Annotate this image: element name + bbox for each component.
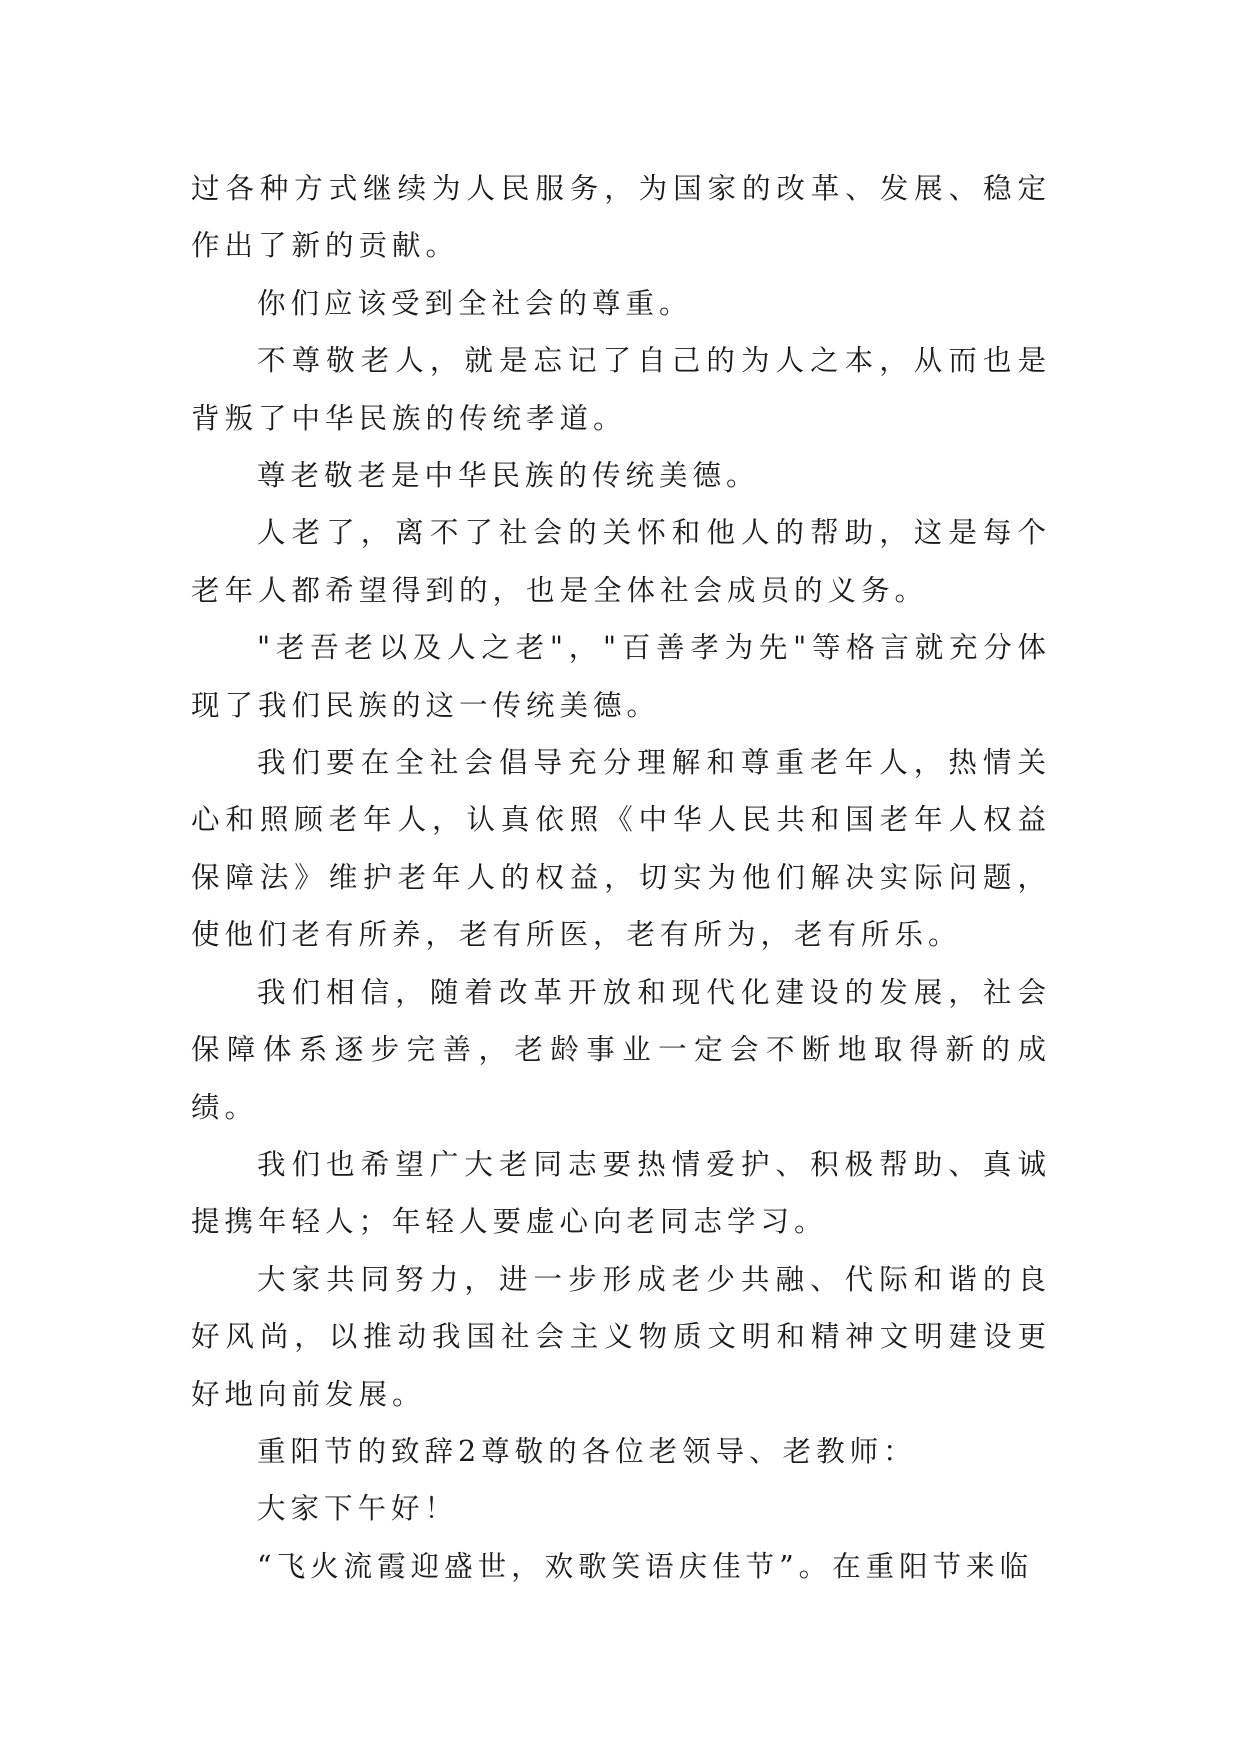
paragraph: 我们要在全社会倡导充分理解和尊重老年人，热情关心和照顾老年人，认真依照《中华人民共和国老年人权益保障法》维护老年人的权益，切实为他们解决实际问题，使他们老有所养，老有所医，老有所为，老有所乐。 xyxy=(191,746,1051,952)
paragraph: 大家下午好！ xyxy=(257,1492,459,1526)
paragraph: 重阳节的致辞2尊敬的各位老领导、老教师： xyxy=(257,1434,917,1468)
paragraph: 过各种方式继续为人民服务，为国家的改革、发展、稳定作出了新的贡献。 xyxy=(191,172,1051,263)
paragraph: 大家共同努力，进一步形成老少共融、代际和谐的良好风尚，以推动我国社会主义物质文明和精神文明建设更好地向前发展。 xyxy=(191,1262,1051,1411)
paragraph: 人老了，离不了社会的关怀和他人的帮助，这是每个老年人都希望得到的，也是全体社会成员的义务。 xyxy=(191,516,1051,607)
document-body xyxy=(191,160,1051,1595)
paragraph: "老吾老以及人之老"，"百善孝为先"等格言就充分体现了我们民族的这一传统美德。 xyxy=(191,631,1051,722)
paragraph: 我们相信，随着改革开放和现代化建设的发展，社会保障体系逐步完善，老龄事业一定会不断地取得新的成绩。 xyxy=(191,975,1051,1124)
paragraph: 尊老敬老是中华民族的传统美德。 xyxy=(257,459,760,493)
paragraph: 不尊敬老人，就是忘记了自己的为人之本，从而也是背叛了中华民族的传统孝道。 xyxy=(191,344,1051,435)
paragraph: “飞火流霞迎盛世，欢歌笑语庆佳节”。在重阳节来临 xyxy=(257,1549,1034,1583)
paragraph: 我们也希望广大老同志要热情爱护、积极帮助、真诚提携年轻人；年轻人要虚心向老同志学习。 xyxy=(191,1147,1051,1239)
paragraph: 你们应该受到全社会的尊重。 xyxy=(257,286,693,320)
